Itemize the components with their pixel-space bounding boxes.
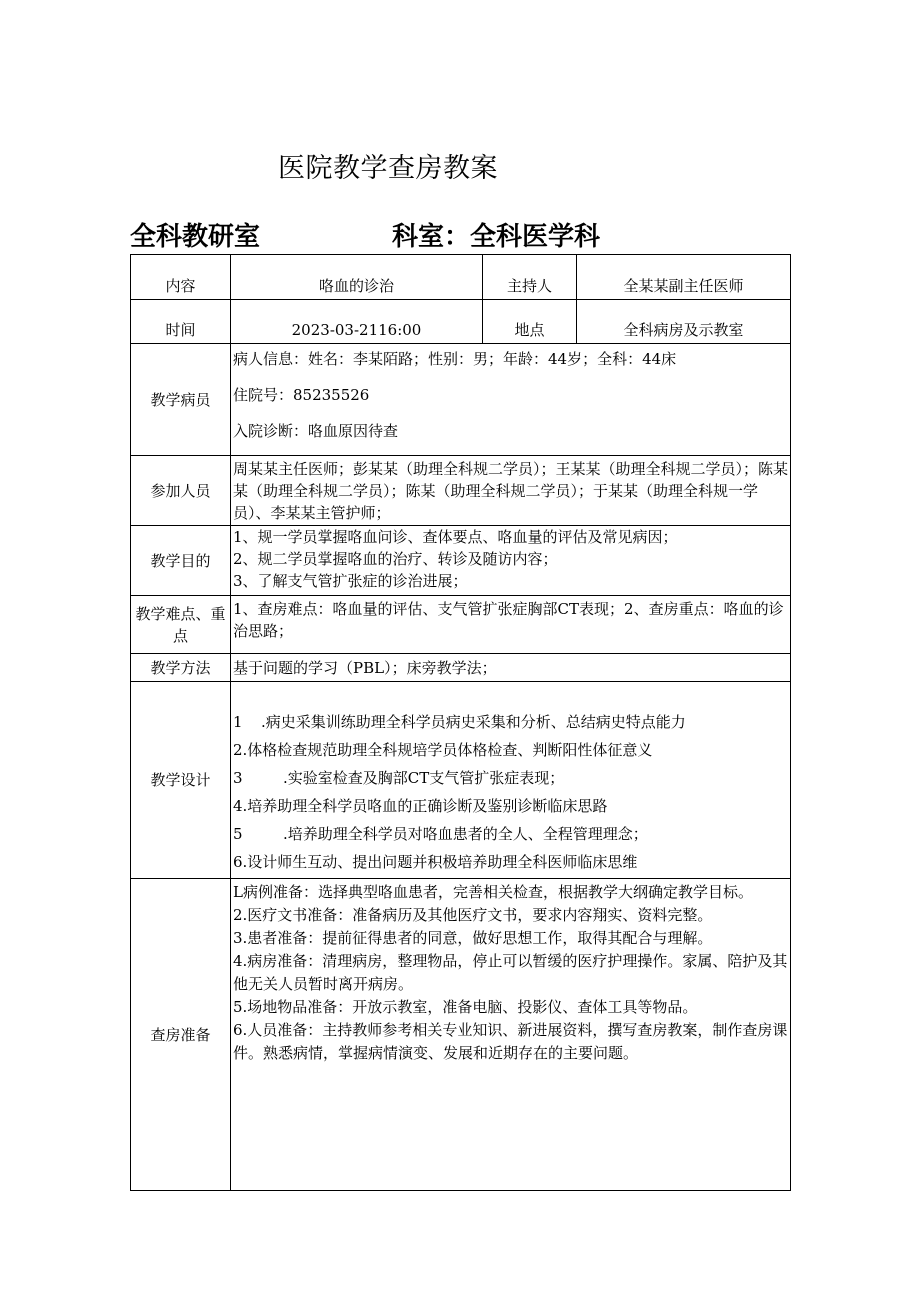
lesson-plan-table [130,254,791,1191]
patient-info-cell [231,344,791,456]
host-value: 全某某副主任医师 [577,255,791,300]
department-label: 科室：全科医学科 [392,222,601,252]
method-value: 基于问题的学习（PBL）；床旁教学法； [231,654,791,682]
design-item-text: .培养助理全科学员对咯血患者的全人、全程管理理念； [283,825,648,843]
table-row [131,456,791,526]
host-label: 主持人 [483,255,577,300]
design-item [233,820,788,848]
design-item [233,764,788,792]
table-row [131,300,791,344]
patient-line: 住院号：85235526 [233,386,370,404]
teaching-office-label: 全科教研室 [130,222,261,252]
prep-item: 2.医疗文书准备：准备病历及其他医疗文书，要求内容翔实、资料完整。 [233,906,713,924]
design-item-number: 5 [233,825,243,843]
design-item [233,708,788,736]
prep-item: 3.患者准备：提前征得患者的同意，做好思想工作，取得其配合与理解。 [233,929,713,947]
content-value: 咯血的诊治 [231,255,483,300]
table-row [131,255,791,300]
patient-label: 教学病员 [131,344,231,456]
design-label: 教学设计 [131,682,231,879]
table-row [131,596,791,654]
prep-item: 4.病房准备：清理病房，整理物品，停止可以暂缓的医疗护理操作。家属、陪护及其他无关人员暂时离开病房。 [233,952,788,993]
patient-line: 入院诊断：咯血原因待查 [233,422,399,440]
purpose-line: 2、规二学员掌握咯血的治疗、转诊及随访内容； [233,550,558,568]
prep-label: 查房准备 [131,879,231,1191]
purpose-label: 教学目的 [131,526,231,596]
document-title: 医院教学查房教案 [278,153,498,184]
table-row [131,654,791,682]
time-value: 2023-03-2116:00 [231,300,483,344]
design-item-number: 1 [233,713,243,731]
place-value: 全科病房及示教室 [577,300,791,344]
prep-item: 6.人员准备：主持教师参考相关专业知识、新进展资料，撰写查房教案，制作查房课件。熟悉病情，掌握病情演变、发展和近期存在的主要问题。 [233,1021,788,1062]
table-row [131,526,791,596]
design-item-text: .病史采集训练助理全科学员病史采集和分析、总结病史特点能力 [261,713,686,731]
design-item-text: 2.体格检查规范助理全科规培学员体格检查、判断阳性体征意义 [233,741,653,759]
design-item [233,792,788,820]
place-label: 地点 [483,300,577,344]
prep-item: 5.场地物品准备：开放示教室，准备电脑、投影仪、查体工具等物品。 [233,998,698,1016]
design-item [233,848,788,876]
difficulty-label: 教学难点、重点 [131,596,231,654]
design-item-text: .实验室检查及胸部CT支气管扩张症表现； [283,769,565,787]
content-label: 内容 [131,255,231,300]
purpose-line: 3、了解支气管扩张症的诊治进展； [233,572,468,590]
table-row [131,682,791,879]
design-item-text: 4.培养助理全科学员咯血的正确诊断及鉴别诊断临床思路 [233,797,608,815]
purpose-cell [231,526,791,596]
patient-line: 病人信息：姓名：李某陌路；性别：男；年龄：44岁；全科：44床 [233,350,677,368]
prep-item: L病例准备：选择典型咯血患者，完善相关检查，根据教学大纲确定教学目标。 [233,883,753,901]
purpose-line: 1、规一学员掌握咯血问诊、查体要点、咯血量的评估及常见病因； [233,528,678,546]
design-item-number: 3 [233,769,243,787]
method-label: 教学方法 [131,654,231,682]
time-label: 时间 [131,300,231,344]
design-item [233,736,788,764]
difficulty-value: 1、查房难点：咯血量的评估、支气管扩张症胸部CT表现；2、查房重点：咯血的诊治思路； [231,596,791,654]
participants-label: 参加人员 [131,456,231,526]
prep-cell [231,879,791,1191]
participants-value: 周某某主任医师；彭某某（助理全科规二学员）；王某某（助理全科规二学员）；陈某某（助理全科规二学员）；陈某（助理全科规二学员）；于某某（助理全科规一学员）、李某某主管护师； [231,456,791,526]
design-item-text: 6.设计师生互动、提出问题并积极培养助理全科医师临床思维 [233,853,638,871]
design-cell [231,682,791,879]
table-row [131,344,791,456]
table-row [131,879,791,1191]
